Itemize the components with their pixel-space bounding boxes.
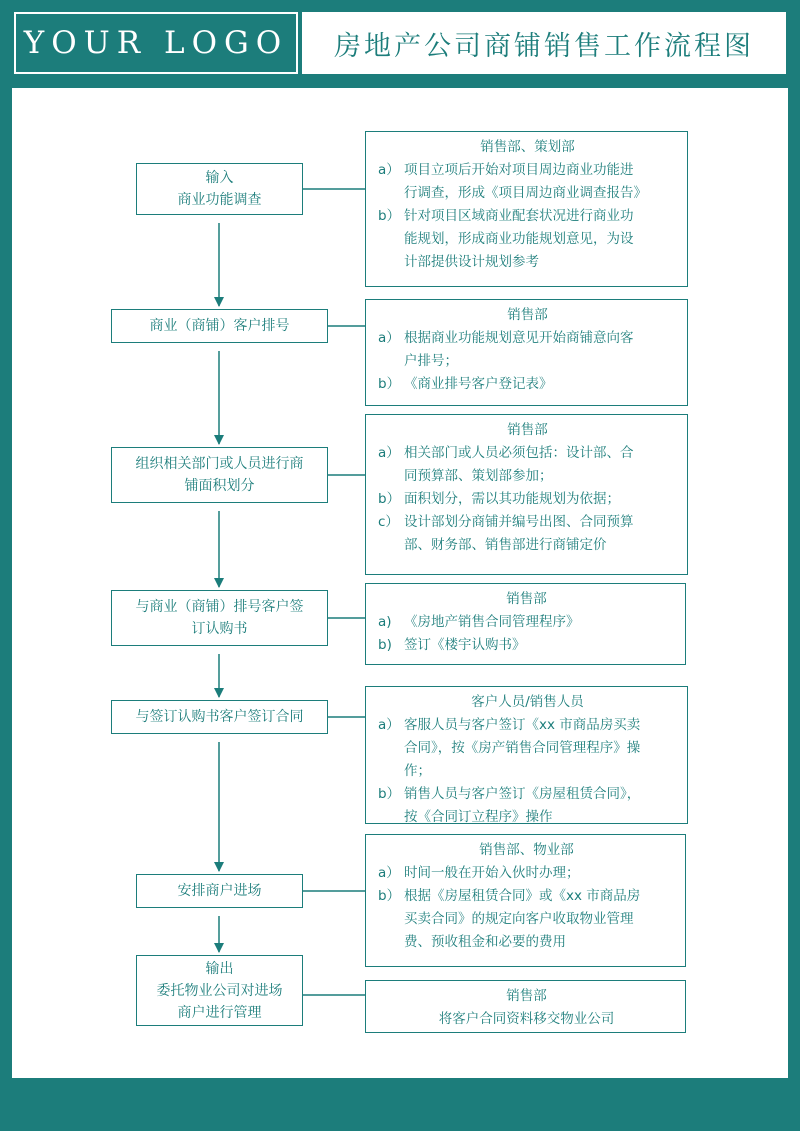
note-item-line: 《商业排号客户登记表》	[404, 376, 553, 392]
note-item-line: 户排号；	[404, 353, 458, 369]
note-item-line: 相关部门或人员必须包括：设计部、合	[404, 445, 634, 461]
note-item-line: 项目立项后开始对项目周边商业功能进	[404, 162, 634, 178]
responsibility-note-7	[365, 980, 686, 1033]
note-item	[378, 373, 677, 396]
note-item-label: b）	[378, 786, 401, 802]
step-text-line: 与签订认购书客户签订合同	[135, 709, 304, 725]
note-item-label: b)	[378, 637, 392, 653]
note-item-label: a）	[378, 445, 400, 461]
responsibility-note-4	[365, 583, 686, 665]
responsibility-note-3	[365, 414, 688, 575]
note-department: 客户人员/销售人员	[471, 694, 584, 710]
process-step-5	[111, 700, 328, 734]
note-item	[378, 1008, 675, 1031]
responsibility-note-2	[365, 299, 688, 406]
note-item-line: 客服人员与客户签订《xx 市商品房买卖	[404, 717, 641, 733]
note-item	[378, 611, 675, 634]
step-text-line: 与商业（商铺）排号客户签	[135, 599, 304, 615]
note-item	[378, 634, 675, 657]
process-step-1	[136, 163, 303, 215]
note-item-line: 《房地产销售合同管理程序》	[404, 614, 580, 630]
process-step-3	[111, 447, 328, 503]
note-item-line: 计部提供设计规划参考	[404, 254, 539, 270]
note-item-line: 能规划，形成商业功能规划意见，为设	[404, 231, 634, 247]
note-department: 销售部	[506, 591, 547, 607]
step-text-line: 商业功能调查	[177, 192, 262, 208]
note-item	[378, 885, 675, 954]
step-text-line: 铺面积划分	[184, 478, 255, 494]
responsibility-note-5	[365, 686, 688, 824]
step-text-line: 组织相关部门或人员进行商	[135, 456, 304, 472]
process-step-6	[136, 874, 303, 908]
note-item-label: a)	[378, 614, 392, 630]
responsibility-note-1	[365, 131, 688, 287]
note-item-label: a）	[378, 330, 400, 346]
note-item	[378, 783, 677, 829]
logo-text: YOUR LOGO	[23, 25, 289, 61]
note-item-line: 面积划分，需以其功能规划为依据；	[404, 491, 620, 507]
note-item-line: 部、财务部、销售部进行商铺定价	[404, 537, 607, 553]
note-department: 销售部	[507, 307, 548, 323]
note-department: 销售部、策划部	[480, 139, 575, 155]
note-item-label: b）	[378, 376, 401, 392]
step-text-line: 订认购书	[191, 621, 248, 637]
note-item-line: 将客户合同资料移交物业公司	[438, 1011, 615, 1027]
note-item-line: 行调查，形成《项目周边商业调查报告》	[404, 185, 647, 201]
step-text-line: 委托物业公司对进场	[156, 982, 283, 999]
note-item	[378, 714, 677, 783]
note-item-line: 作；	[404, 763, 431, 779]
note-item-line: 同预算部、策划部参加；	[404, 468, 553, 484]
note-item-label: a）	[378, 162, 400, 178]
responsibility-note-6	[365, 834, 686, 967]
note-item-label: b）	[378, 491, 401, 507]
note-department: 销售部	[506, 988, 547, 1004]
note-item	[378, 205, 677, 274]
note-item-line: 买卖合同》的规定向客户收取物业管理	[404, 911, 634, 927]
step-text-line: 输出	[205, 960, 234, 977]
note-item-label: b）	[378, 888, 401, 904]
note-item-label: c）	[378, 514, 399, 530]
note-item-line: 时间一般在开始入伙时办理；	[404, 865, 580, 881]
note-item	[378, 862, 675, 885]
note-item-label: a）	[378, 717, 400, 733]
page-title: 房地产公司商铺销售工作流程图	[334, 30, 754, 62]
note-item	[378, 488, 677, 511]
note-department: 销售部、物业部	[479, 842, 574, 858]
step-text-line: 安排商户进场	[177, 883, 262, 899]
note-item-line: 按《合同订立程序》操作	[404, 809, 553, 825]
note-item-line: 设计部划分商铺并编号出图、合同预算	[404, 514, 634, 530]
step-text-line: 商业（商铺）客户排号	[149, 318, 290, 334]
process-step-7	[136, 955, 303, 1026]
note-item	[378, 511, 677, 557]
step-text-line: 商户进行管理	[177, 1004, 262, 1021]
note-department: 销售部	[507, 422, 548, 438]
note-item-line: 销售人员与客户签订《房屋租赁合同》，	[404, 786, 641, 802]
note-item-line: 签订《楼宇认购书》	[404, 637, 526, 653]
note-item-line: 根据《房屋租赁合同》或《xx 市商品房	[404, 888, 641, 904]
note-item	[378, 159, 677, 205]
note-item-line: 根据商业功能规划意见开始商铺意向客	[404, 330, 634, 346]
note-item-label: a）	[378, 865, 400, 881]
note-item	[378, 442, 677, 488]
note-item-line: 针对项目区域商业配套状况进行商业功	[404, 208, 634, 224]
note-item	[378, 327, 677, 373]
note-item-line: 费、预收租金和必要的费用	[404, 934, 566, 950]
process-step-4	[111, 590, 328, 646]
note-item-line: 合同》，按《房产销售合同管理程序》操	[404, 740, 641, 756]
step-text-line: 输入	[205, 170, 234, 186]
process-step-2	[111, 309, 328, 343]
note-item-label: b）	[378, 208, 401, 224]
